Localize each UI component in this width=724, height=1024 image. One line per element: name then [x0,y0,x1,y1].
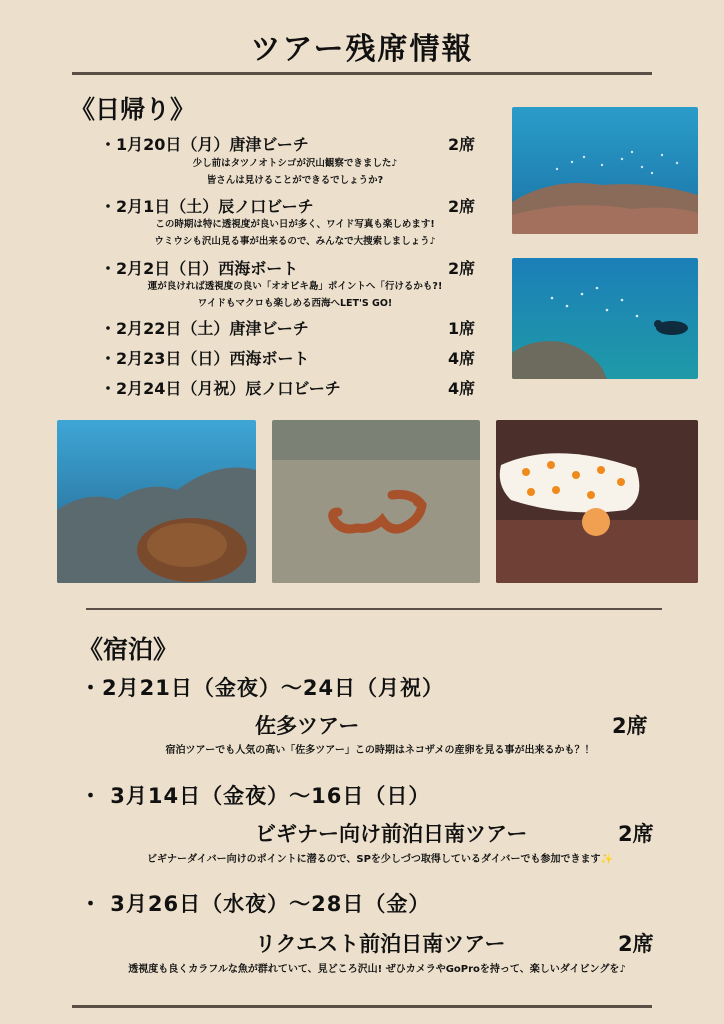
day-trip-3-note [100,278,490,312]
photo-fish-school-reef [512,107,698,234]
day-trip-6-label: ・2月24日（月祝）辰ノ口ビーチ [100,379,341,398]
day-trip-4-label: ・2月22日（土）唐津ビーチ [100,319,309,338]
overnight-2-seats: 2席 [618,822,654,846]
overnight-heading: 《宿泊》 [78,635,179,664]
day-trip-3-note-line-1: 運が良ければ透視度の良い「オオビキ島」ポイントへ「行けるかも?! [147,281,443,292]
day-trip-1-note-line-2: 皆さんは見けることができるでしょうか? [206,175,384,186]
overnight-1-note: 宿泊ツアーでも人気の高い「佐多ツアー」この時期はネコザメの産卵を見る事が出来るかも？！ [165,745,595,756]
day-trip-3-note-line-2: ワイドもマクロも楽しめる西海へLET'S GO! [197,298,393,309]
overnight-1-tour: 佐多ツアー [255,714,360,738]
overnight-3-note: 透視度も良くカラフルな魚が群れていて、見どころ沢山! ぜひカメラやGoProを持って、楽しいダイビングを♪ [128,964,626,975]
bottom-divider [72,1005,652,1008]
day-trip-2-note-line-1: この時期は特に透視度が良い日が多く、ワイド写真も楽しめます! [155,219,435,230]
day-trip-3-seats: 2席 [448,259,476,278]
day-trip-6-seats: 4席 [448,379,476,398]
page-title: ツアー残席情報 [250,32,474,67]
photo-seahorse [272,420,480,583]
day-trip-5-seats: 4席 [448,349,476,368]
day-trip-2-label: ・2月1日（土）辰ノ口ビーチ [100,197,314,216]
day-trip-2-seats: 2席 [448,197,476,216]
day-trips-heading: 《日帰り》 [70,95,196,124]
photo-nudibranch [496,420,698,583]
overnight-3-date: ・ 3月26日（水夜）～28日（金） [80,892,431,916]
overnight-3-seats: 2席 [618,932,654,956]
overnight-1-date: ・2月21日（金夜）～24日（月祝） [80,676,445,700]
overnight-2-note: ビギナーダイバー向けのポイントに潜るので、SPを少しづつ取得しているダイバーでも参加できます✨ [147,854,613,865]
day-trip-5-label: ・2月23日（日）西海ボート [100,349,310,368]
overnight-3-tour: リクエスト前泊日南ツアー [255,932,506,956]
day-trip-2-note-line-2: ウミウシも沢山見る事が出来るので、みんなで大捜索しましょう♪ [154,236,436,247]
day-trip-1-note [100,155,490,189]
day-trip-1-label: ・1月20日（月）唐津ビーチ [100,135,309,154]
day-trip-1-seats: 2席 [448,135,476,154]
day-trip-3-label: ・2月2日（日）西海ボート [100,259,299,278]
photo-coral-rocks [57,420,256,583]
photo-diver-reef [512,258,698,379]
day-trip-2-note [100,216,490,250]
overnight-1-seats: 2席 [612,714,648,738]
overnight-2-tour: ビギナー向け前泊日南ツアー [255,822,528,846]
overnight-2-date: ・ 3月14日（金夜）～16日（日） [80,784,431,808]
day-trip-4-seats: 1席 [448,319,476,338]
day-trip-1-note-line-1: 少し前はタツノオトシゴが沢山観察できました♪ [192,158,398,169]
section-divider [86,608,662,610]
title-divider [72,72,652,75]
